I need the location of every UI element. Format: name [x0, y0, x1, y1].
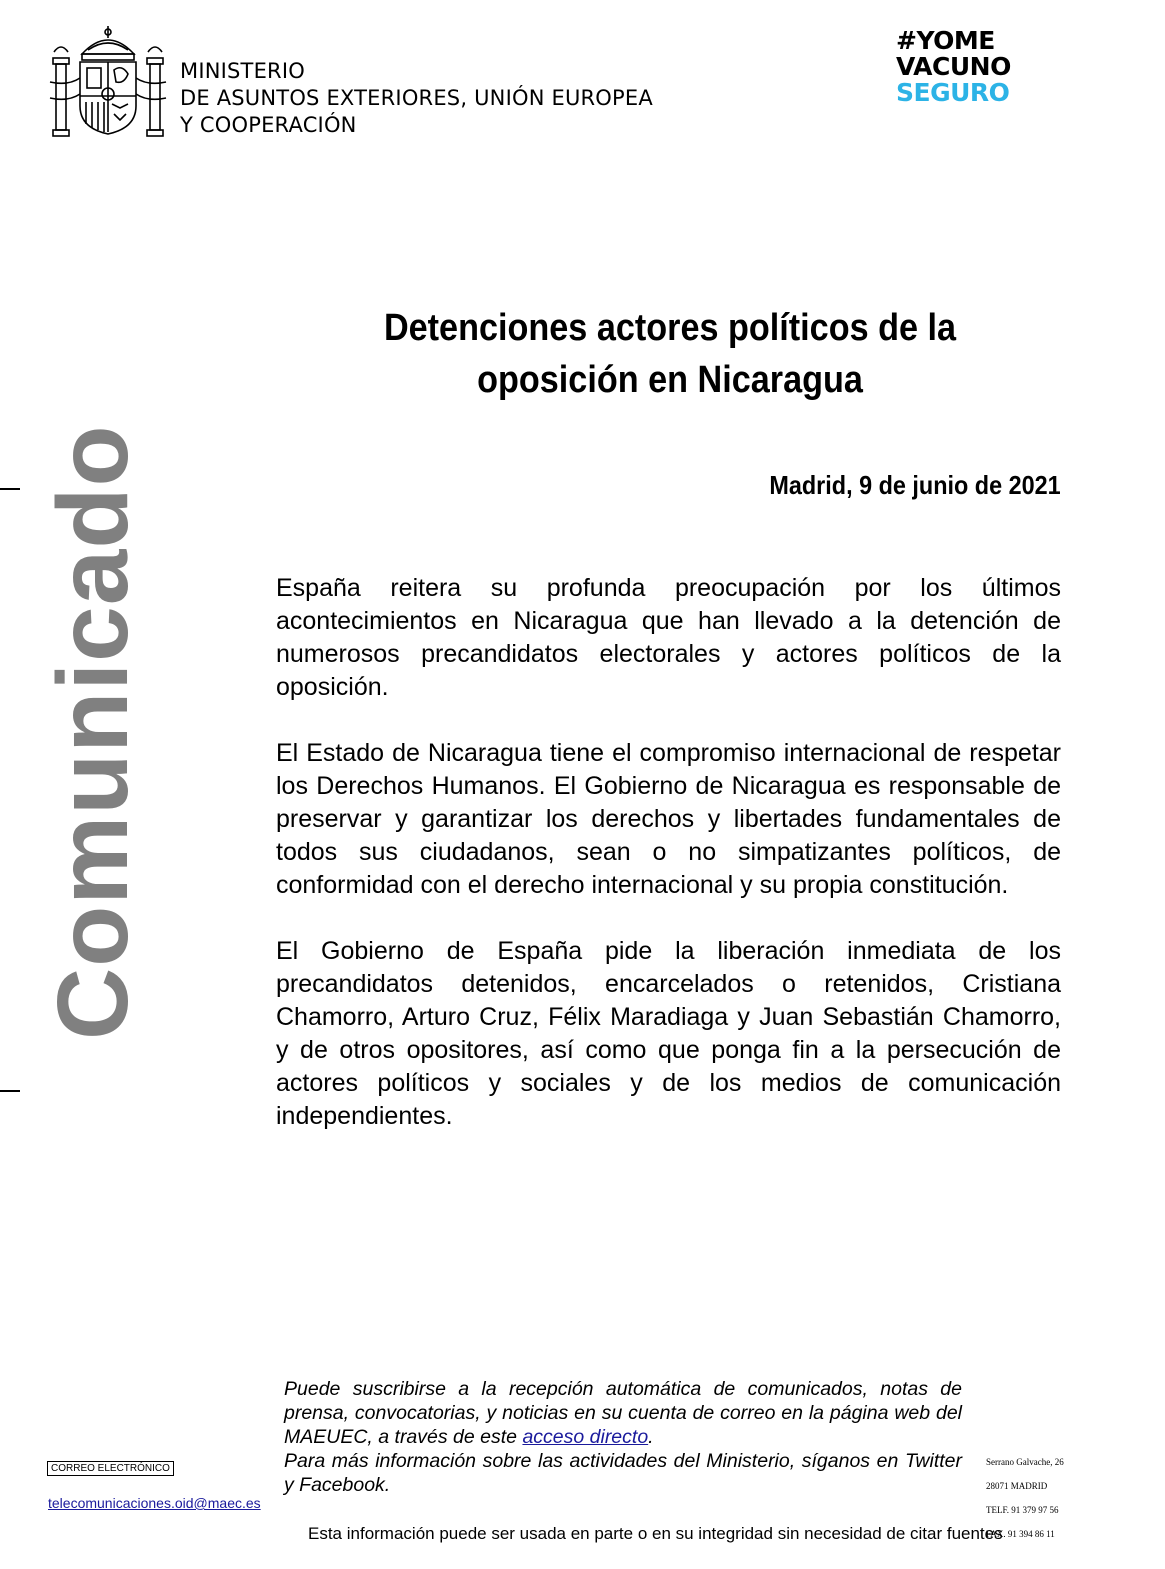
follow-us-note: Para más información sobre las actividades del Ministerio, síganos en Twitter y Facebook.: [284, 1450, 962, 1496]
vaccine-campaign-logo: [896, 28, 1011, 106]
campaign-line-3: SEGURO: [896, 78, 1010, 107]
press-release-title: [364, 302, 976, 406]
release-date: Madrid, 9 de junio de 2021: [769, 470, 1061, 500]
address-street: Serrano Galvache, 26: [986, 1457, 1064, 1467]
title-line-1: Detenciones actores políticos de la: [383, 307, 957, 349]
ministry-name: [180, 58, 653, 139]
body-text: [276, 572, 1061, 1166]
address-city: 28071 MADRID: [986, 1481, 1048, 1491]
address-phone: TELF. 91 379 97 56: [986, 1505, 1059, 1515]
campaign-line-1: #YOME: [896, 26, 995, 55]
paragraph-2: El Estado de Nicaragua tiene el compromiso internacional de respetar los Derechos Humanos. El Gobierno de Nicaragua es responsable de preservar y garantizar los derechos y libertades fundamentales de todos sus ciudadanos, sean o no simpatizantes políticos, de conformidad con el derecho internacional y su propia constitución.: [276, 739, 1061, 899]
address-fax: FAX. 91 394 86 11: [986, 1529, 1055, 1539]
ministry-line-3: Y COOPERACIÓN: [180, 113, 357, 137]
email-label: CORREO ELECTRÓNICO: [47, 1461, 174, 1476]
ministry-line-2: DE ASUNTOS EXTERIORES, UNIÓN EUROPEA: [180, 86, 653, 110]
direct-access-link[interactable]: acceso directo: [522, 1426, 649, 1448]
title-line-2: oposición en Nicaragua: [477, 359, 863, 401]
coat-of-arms-logo: [48, 24, 168, 142]
margin-tick-bottom: [0, 1090, 20, 1092]
subscription-note: [284, 1377, 962, 1497]
note-text-after-link: .: [648, 1426, 654, 1448]
email-link[interactable]: telecomunicaciones.oid@maec.es: [48, 1495, 261, 1511]
paragraph-1: España reitera su profunda preocupación por los últimos acontecimientos en Nicaragua que han llevado a la detención de numerosos precandidatos electorales y actores políticos de la oposición.: [276, 574, 1061, 701]
comunicado-vertical-label: Comunicado: [37, 424, 149, 1040]
campaign-line-2: VACUNO: [896, 52, 1011, 81]
note-text-before-link: Puede suscribirse a la recepción automática de comunicados, notas de prensa, convocatorias, y noticias en su cuenta de correo en la página web del MAEUEC, a través de este: [284, 1378, 962, 1448]
margin-tick-top: [0, 488, 20, 490]
usage-disclaimer: Esta información puede ser usada en parte o en su integridad sin necesidad de citar fuentes: [308, 1524, 1003, 1543]
paragraph-3: El Gobierno de España pide la liberación inmediata de los precandidatos detenidos, encarcelados o retenidos, Cristiana Chamorro, Arturo Cruz, Félix Maradiaga y Juan Sebastián Chamorro, y de otros opositores, así como que ponga fin a la persecución de actores políticos y sociales y de los medios de comunicación independientes.: [276, 937, 1061, 1130]
ministry-line-1: MINISTERIO: [180, 59, 305, 83]
